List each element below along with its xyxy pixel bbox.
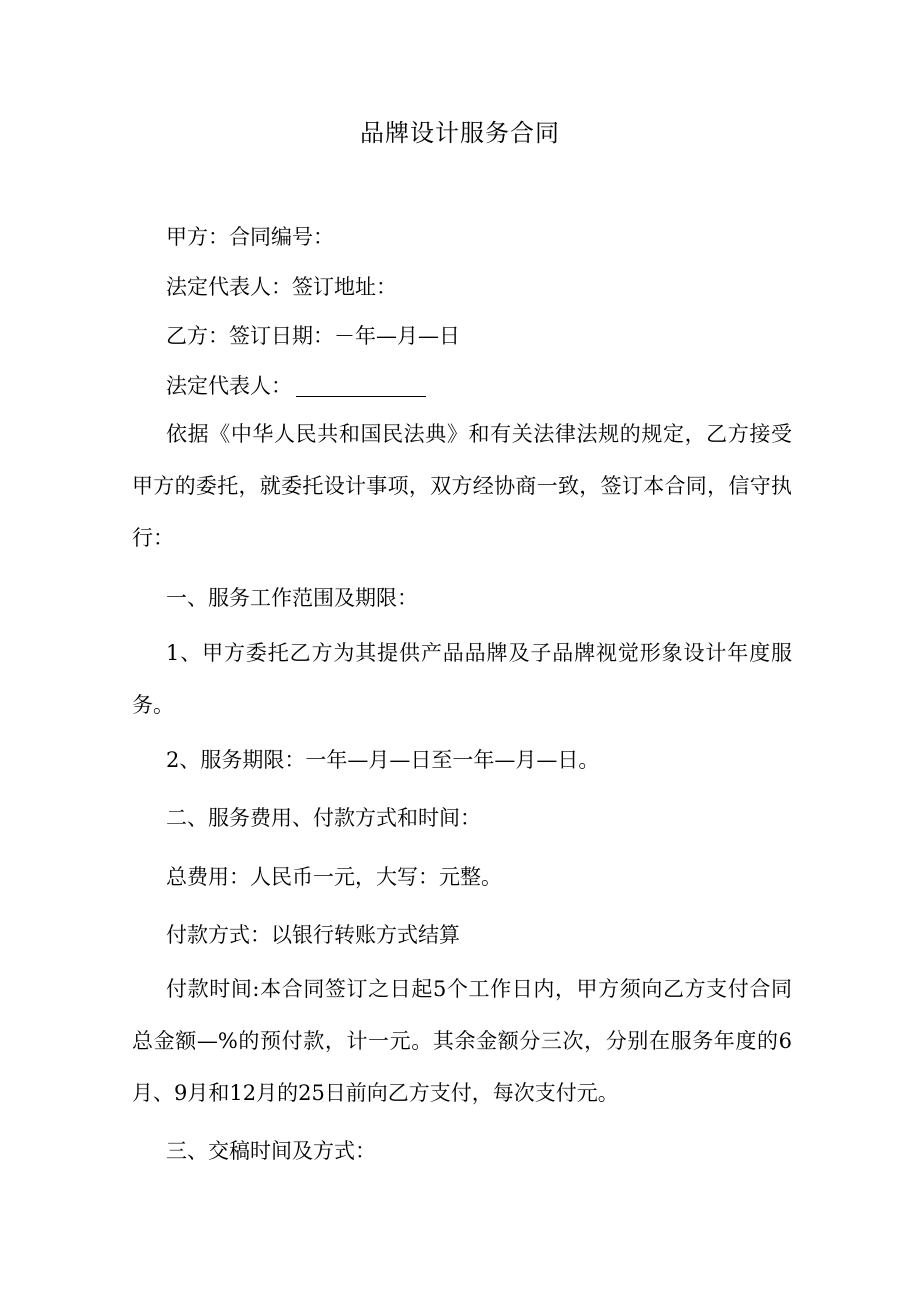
section-3-heading: 三、交稿时间及方式： [166, 1139, 376, 1163]
legal-rep-line-2 [166, 371, 426, 401]
document-title: 品牌设计服务合同 [360, 119, 560, 147]
intro-paragraph: 依据《中华人民共和国民法典》和有关法律法规的规定，乙方接受甲方的委托，就委托设计事项，双方经协商一致，签订本合同，信守执行： [132, 422, 792, 550]
payment-method-line: 付款方式：以银行转账方式结算 [166, 923, 460, 947]
legal-rep-line-1: 法定代表人：签订地址： [166, 275, 397, 299]
party-b-line: 乙方：签订日期：－年—月—日 [166, 324, 460, 348]
legal-rep-2-label: 法定代表人： [166, 374, 292, 398]
signature-blank-line [296, 374, 426, 397]
party-a-line: 甲方：合同编号： [166, 225, 334, 249]
item-2-line: 2、服务期限：一年—月—日至一年—月—日。 [166, 748, 600, 772]
item-1-paragraph: 1、甲方委托乙方为其提供产品品牌及子品牌视觉形象设计年度服务。 [132, 641, 792, 717]
payment-time-paragraph: 付款时间:本合同签订之日起5个工作日内，甲方须向乙方支付合同总金额—%的预付款，计一元。其余金额分三次，分别在服务年度的6月、9月和12月的25日前向乙方支付，每次支付元。 [132, 977, 792, 1105]
total-fee-line: 总费用：人民币一元，大写：元整。 [166, 865, 502, 889]
section-1-heading: 一、服务工作范围及期限： [166, 586, 418, 610]
section-2-heading: 二、服务费用、付款方式和时间： [166, 806, 481, 830]
